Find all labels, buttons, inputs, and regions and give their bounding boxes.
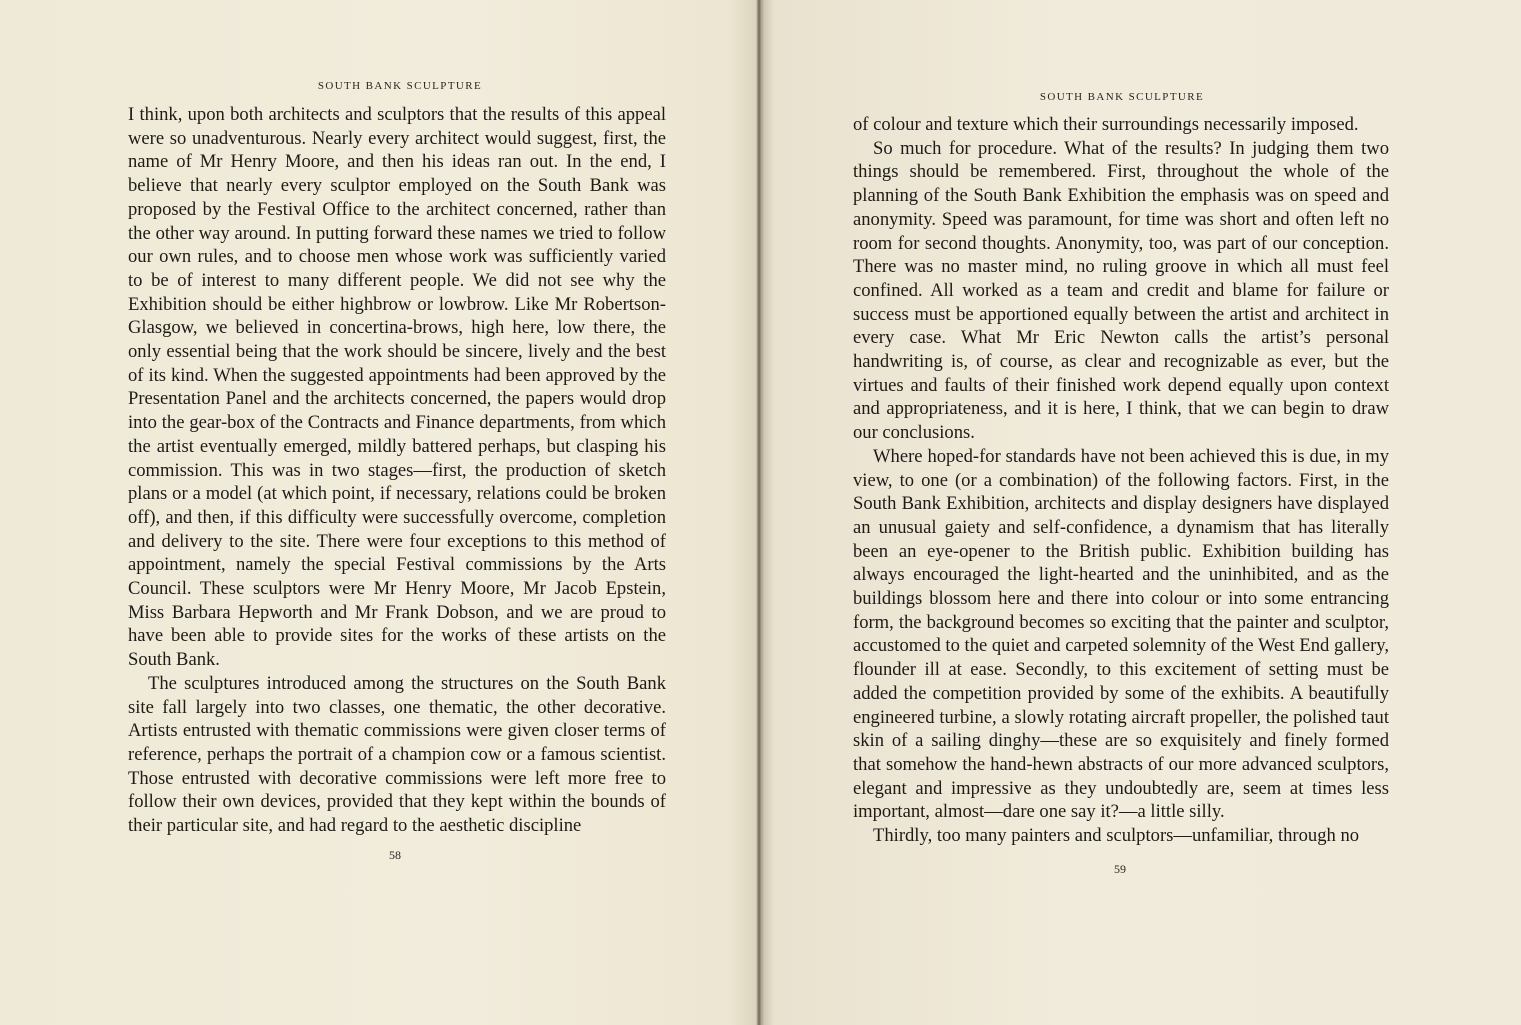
left-page <box>0 0 760 1025</box>
paragraph: I think, upon both architects and sculptors that the results of this appeal were so unadventurous. Nearly every architect would suggest, first, the name of Mr Henry Moore, and then his ideas ran out. In the end, I believe that nearly every sculptor employed on the South Bank was proposed by the Festival Office to the architect concerned, rather than the other way around. In putting forward these names we tried to follow our own rules, and to choose men whose work was sufficiently varied to be of interest to many different people. We did not see why the Exhibition should be either highbrow or lowbrow. Like Mr Robertson-Glasgow, we believed in concertina-brows, high here, low there, the only essential being that the work should be sincere, lively and the best of its kind. When the suggested appointments had been approved by the Presentation Panel and the architects concerned, the papers would drop into the gear-box of the Contracts and Finance departments, from which the artist eventually emerged, mildly battered perhaps, but clasping his commission. This was in two stages—first, the production of sketch plans or a model (at which point, if necessary, relations could be broken off), and then, if this difficulty were successfully overcome, completion and delivery to the site. There were four exceptions to this method of appointment, namely the special Festival commissions by the Arts Council. These sculptors were Mr Henry Moore, Mr Jacob Epstein, Miss Barbara Hepworth and Mr Frank Dobson, and we are proud to have been able to provide sites for the works of these artists on the South Bank. <box>128 104 666 671</box>
running-head-right: SOUTH BANK SCULPTURE <box>1039 91 1205 103</box>
paragraph: Thirdly, too many painters and sculptors—unfamiliar, through no <box>873 825 1360 847</box>
page-number-left: 58 <box>389 848 401 862</box>
paragraph: The sculptures introduced among the structures on the South Bank site fall largely into two classes, one thematic, the other decorative. Artists entrusted with thematic commissions were given closer terms of reference, perhaps the portrait of a champion cow or a famous scientist. Those entrusted with decorative commissions were left more free to follow their own devices, provided that they kept within the bounds of their particular site, and had regard to the aesthetic discipline <box>128 672 666 837</box>
paragraph: Where hoped-for standards have not been achieved this is due, in my view, to one (or a combination) of the following factors. First, in the South Bank Exhibition, architects and display designers have displayed an unusual gaiety and self-confidence, a dynamism that has literally been an eye-opener to the British public. Exhibition building has always encouraged the light-hearted and the uninhibited, and as the buildings blossom here and there into colour or into some entrancing form, the background becomes so exciting that the painter and sculptor, accustomed to the quiet and carpeted solemnity of the West End gallery, flounder ill at ease. Secondly, to this excitement of setting must be added the competition provided by some of the exhibits. A beautifully engineered turbine, a slowly rotating aircraft propeller, the polished taut skin of a sailing dinghy—these are so exquisitely and finely formed that somehow the hand-hewn abstracts of our more advanced sculptors, elegant and impressive as they undoubtedly are, seem at times less important, almost—dare one say it?—a little silly. <box>853 445 1390 823</box>
left-page-body <box>128 103 666 838</box>
paragraph: of colour and texture which their surroundings necessarily imposed. <box>853 114 1359 135</box>
right-page-body <box>853 113 1389 848</box>
page-number-right: 59 <box>1114 862 1126 876</box>
running-head-left: SOUTH BANK SCULPTURE <box>317 80 483 92</box>
book-gutter <box>756 0 762 1025</box>
paragraph: So much for procedure. What of the results? In judging them two things should be remembered. First, throughout the whole of the planning of the South Bank Exhibition the emphasis was on speed and anonymity. Speed was paramount, for time was short and often left no room for second thoughts. Anonymity, too, was part of our conception. There was no master mind, no ruling groove in which all must feel confined. All worked as a team and credit and blame for failure or success must be apportioned equally between the artist and architect in every case. What Mr Eric Newton calls the artist’s personal handwriting is, of course, as clear and recognizable as ever, but the virtues and faults of their finished work depend equally upon context and appropriateness, and it is here, I think, that we can begin to draw our conclusions. <box>853 137 1389 444</box>
